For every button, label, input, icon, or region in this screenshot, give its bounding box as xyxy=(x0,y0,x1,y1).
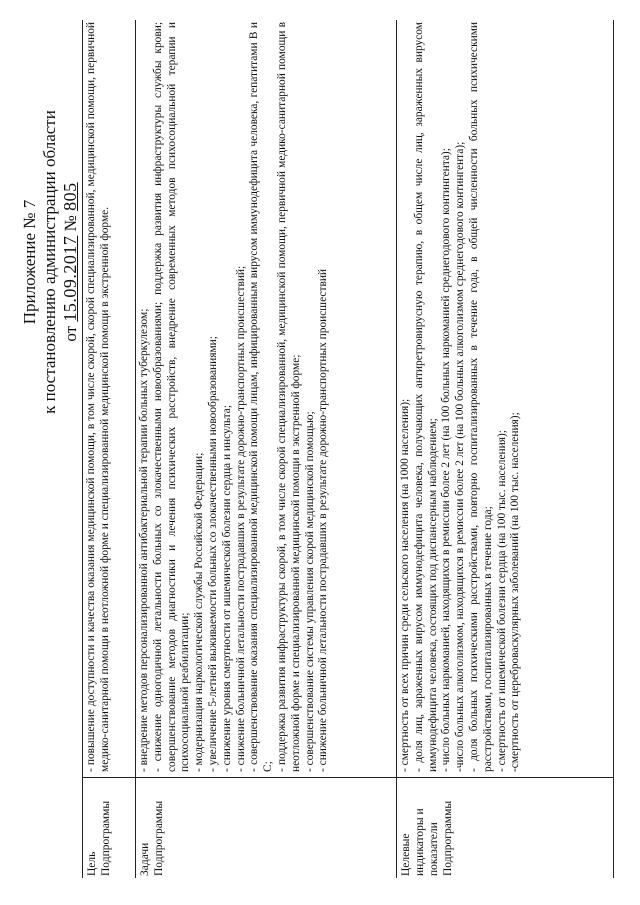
list-item: - совершенствование системы управления скорой медицинской помощью; xyxy=(303,411,316,772)
column-divider xyxy=(136,777,397,778)
list-item: - снижение больничной летальности пострадавших в результате дорожно-транспортных происшествий; xyxy=(234,265,247,772)
list-item: - доля лиц, зараженных вирусом иммунодефицита человека, получающих антиретровирусную терапию, в общем числе лиц, зараженных вирусом иммунодефицита человека, состоящих под диспансерным наблюдением; xyxy=(412,22,439,772)
row-label: Целевые индикаторы и показатели Подпрограммы xyxy=(400,800,454,876)
table-row-indicators xyxy=(396,20,614,878)
list-item: - снижение больничной летальности пострадавших в результате дорожно-транспортных происшествий xyxy=(317,268,330,772)
program-table xyxy=(82,20,614,878)
list-item: - число больных наркоманией, находящихся в ремиссии более 2 лет (на 100 больных наркоманией среднегодового контингента); xyxy=(440,148,453,772)
list-item: -число больных алкоголизмом, находящихся в ремиссии более 2 лет (на 100 больных алкоголизмом среднегодового контингента); xyxy=(454,141,467,772)
row-content xyxy=(138,22,331,772)
decree-number: 805 xyxy=(60,182,80,211)
list-item: -смертность от цереброваскулярных заболеваний (на 100 тыс. населения); xyxy=(509,412,522,772)
appendix-date-line xyxy=(60,32,81,492)
number-prefix: № xyxy=(61,215,80,232)
appendix-title: Приложение № 7 xyxy=(20,199,39,325)
column-divider xyxy=(397,777,614,778)
list-item: - снижение уровня смертности от ишемической болезни сердца и инсульта; xyxy=(220,405,233,772)
row-content xyxy=(85,22,113,772)
row-label: Задачи Подпрограммы xyxy=(139,800,165,876)
list-item: - увеличение 5-летней выживаемости больных со злокачественными новообразованиями; xyxy=(206,336,219,772)
list-item: - доля больных психическими расстройствами, повторно госпитализированных в течение года, в общей численности больных психическими расстройствами, госпитализированных в течение года; xyxy=(467,22,494,772)
rotated-content xyxy=(10,12,630,892)
list-item: - смертность от всех причин среди сельского населения (на 1000 населения); xyxy=(399,398,411,772)
list-item: - внедрение методов персонализированной антибактериальной терапии больных туберкулезом; xyxy=(138,308,150,772)
appendix-header xyxy=(20,32,81,492)
list-item: - совершенствование оказания специализированной медицинской помощи лицам, инфицированным вирусом иммунодефицита человека, гепатитами B и C; xyxy=(248,22,275,772)
decree-date: 15.09.2017 xyxy=(60,235,80,322)
table-row-tasks xyxy=(135,20,397,878)
date-prefix: от xyxy=(61,325,80,342)
list-item: - смертность от ишемической болезни сердца (на 100 тыс. населения); xyxy=(495,430,508,772)
row-label: Цель Подпрограммы xyxy=(86,800,112,876)
appendix-subtitle: к постановлению администрации области xyxy=(40,110,59,414)
column-divider xyxy=(83,777,135,778)
table-row-goal xyxy=(83,20,135,878)
list-item: - снижение одногодичной летальности больных со злокачественными новообразованиями; поддержка развития инфраструктуры службы крови; совершенствование методов диагностики и лечения психических расстройств, внедрение современных методов психосоциальной терапии и психосоциальной реабилитации; xyxy=(151,22,192,772)
list-item: - модернизация наркологической службы Российской Федерации; xyxy=(193,452,206,772)
list-item: - поддержка развития инфраструктуры скорой, в том числе скорой специализированной, медицинской помощи, первичной медико-санитарной помощи в неотложной форме и специализированной медицинской помощи в экстренной форме; xyxy=(275,22,302,772)
row-content xyxy=(399,22,523,772)
list-item: - повышение доступности и качества оказания медицинской помощи, в том числе скорой, скорой специализированной, медицинской помощи, первичной медико-санитарной помощи в неотложной форме и специализированной медицинской помощи в экстренной форме. xyxy=(85,22,111,772)
